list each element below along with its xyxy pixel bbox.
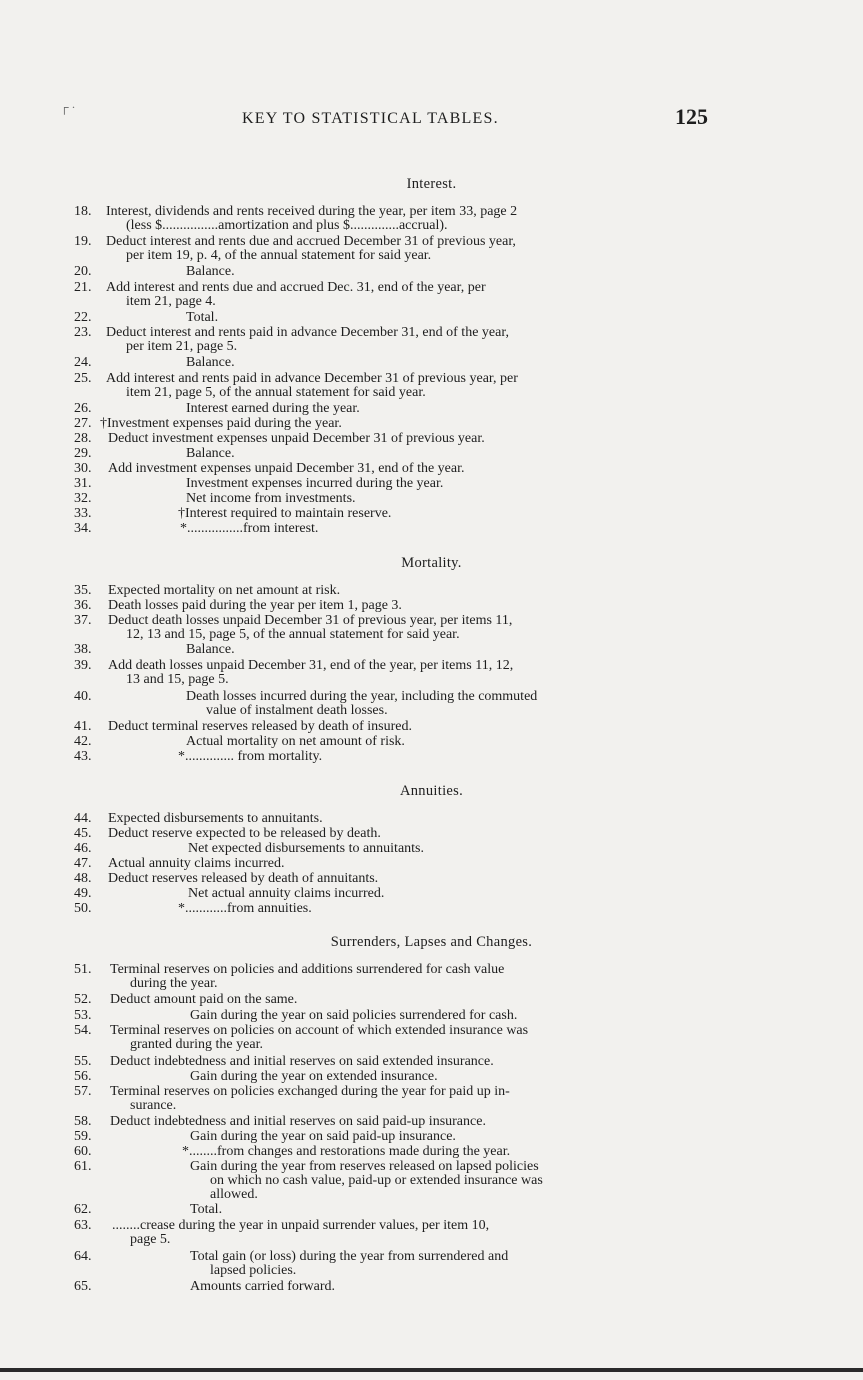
item-number: 25. <box>74 371 92 386</box>
section-heading-mortality: Mortality. <box>401 555 462 571</box>
item-text: Deduct reserve expected to be released by death. <box>108 826 381 841</box>
item-number: 62. <box>74 1202 92 1217</box>
item-text: Total. <box>186 310 219 325</box>
item-number: 43. <box>74 749 92 764</box>
item-text-continued: item 21, page 4. <box>126 294 216 309</box>
section-heading-annuities: Annuities. <box>399 783 463 799</box>
item-text: Balance. <box>186 446 235 461</box>
item-text: Interest, dividends and rents received during the year, per item 33, page 2 <box>106 204 518 219</box>
item-number: 53. <box>74 1008 92 1023</box>
item-number: 27. <box>74 416 92 431</box>
item-text: Death losses incurred during the year, including the commuted <box>186 689 538 704</box>
page-header <box>60 104 720 134</box>
item-text: Terminal reserves on policies and additions surrendered for cash value <box>110 962 505 977</box>
item-text-continued: surance. <box>130 1098 177 1113</box>
item-number: 59. <box>74 1129 92 1144</box>
item-text: Net actual annuity claims incurred. <box>188 886 385 901</box>
item-text-continued: per item 19, p. 4, of the annual statement for said year. <box>126 248 432 263</box>
item-number: 46. <box>74 841 92 856</box>
item-number: 52. <box>74 992 92 1007</box>
item-text: *................from interest. <box>180 521 319 536</box>
item-number: 19. <box>74 234 92 249</box>
item-text: Deduct amount paid on the same. <box>110 992 298 1007</box>
item-text: Terminal reserves on policies exchanged during the year for paid up in- <box>110 1084 510 1099</box>
item-text: Deduct reserves released by death of annuitants. <box>108 871 379 886</box>
item-number: 51. <box>74 962 92 977</box>
item-number: 47. <box>74 856 92 871</box>
item-number: 37. <box>74 613 92 628</box>
item-number: 57. <box>74 1084 92 1099</box>
item-text: Deduct indebtedness and initial reserves on said paid-up insurance. <box>110 1114 486 1129</box>
item-text: Balance. <box>186 642 235 657</box>
item-text: Add death losses unpaid December 31, end of the year, per items 11, 12, <box>108 658 514 673</box>
item-number: 22. <box>74 310 92 325</box>
item-text: Terminal reserves on policies on account of which extended insurance was <box>110 1023 529 1038</box>
item-text: †Interest required to maintain reserve. <box>178 506 392 521</box>
item-number: 60. <box>74 1144 92 1159</box>
item-text-continued: 12, 13 and 15, page 5, of the annual statement for said year. <box>126 627 460 642</box>
item-text: Deduct interest and rents paid in advance December 31, end of the year, <box>106 325 509 340</box>
item-number: 39. <box>74 658 92 673</box>
item-text: Total gain (or loss) during the year from surrendered and <box>190 1249 509 1264</box>
item-number: 64. <box>74 1249 92 1264</box>
page-number: 125 <box>675 104 708 129</box>
item-number: 36. <box>74 598 92 613</box>
item-text: Deduct indebtedness and initial reserves on said extended insurance. <box>110 1054 494 1069</box>
scan-bottom-edge <box>0 1368 863 1372</box>
item-text-continued: (less $................amortization and plus $..............accrual). <box>126 218 448 233</box>
item-number: 29. <box>74 446 92 461</box>
item-number: 35. <box>74 583 92 598</box>
item-text: Death losses paid during the year per item 1, page 3. <box>108 598 402 613</box>
item-number: 56. <box>74 1069 92 1084</box>
item-number: 21. <box>74 280 92 295</box>
item-text-continued: value of instalment death losses. <box>206 703 388 718</box>
item-text: Net expected disbursements to annuitants. <box>188 841 424 856</box>
item-text-continued: granted during the year. <box>130 1037 263 1052</box>
item-number: 54. <box>74 1023 92 1038</box>
item-number: 42. <box>74 734 92 749</box>
item-text: Interest earned during the year. <box>186 401 360 416</box>
item-text: Expected mortality on net amount at risk. <box>108 583 341 598</box>
item-text: Deduct terminal reserves released by death of insured. <box>108 719 412 734</box>
item-text-continued: 13 and 15, page 5. <box>126 672 229 687</box>
item-number: 63. <box>74 1218 92 1233</box>
item-text: Gain during the year on extended insurance. <box>190 1069 438 1084</box>
item-number: 49. <box>74 886 92 901</box>
item-text: Add interest and rents due and accrued Dec. 31, end of the year, per <box>106 280 486 295</box>
item-text: †Investment expenses paid during the year. <box>100 416 342 431</box>
item-text: Balance. <box>186 264 235 279</box>
item-number: 18. <box>74 204 92 219</box>
item-number: 32. <box>74 491 92 506</box>
item-text-continued: lapsed policies. <box>210 1263 297 1278</box>
item-number: 45. <box>74 826 92 841</box>
item-number: 58. <box>74 1114 92 1129</box>
margin-mark: ┌ · <box>60 100 76 114</box>
section-heading-interest: Interest. <box>406 176 457 192</box>
item-text: Actual mortality on net amount of risk. <box>186 734 405 749</box>
item-number: 38. <box>74 642 92 657</box>
running-title: KEY TO STATISTICAL TABLES. <box>242 110 499 127</box>
item-text: *............from annuities. <box>178 901 312 916</box>
item-number: 48. <box>74 871 92 886</box>
item-text: Deduct interest and rents due and accrued December 31 of previous year, <box>106 234 516 249</box>
item-text: Add interest and rents paid in advance December 31 of previous year, per <box>106 371 518 386</box>
item-text-continued: page 5. <box>130 1232 171 1247</box>
item-text-continued: on which no cash value, paid-up or extended insurance was <box>210 1173 543 1188</box>
item-text: Deduct investment expenses unpaid December 31 of previous year. <box>108 431 485 446</box>
item-number: 33. <box>74 506 92 521</box>
item-text: Investment expenses incurred during the year. <box>186 476 444 491</box>
item-text: *.............. from mortality. <box>178 749 323 764</box>
item-number: 26. <box>74 401 92 416</box>
item-number: 34. <box>74 521 92 536</box>
item-text-continued: allowed. <box>210 1187 258 1202</box>
item-text-continued: item 21, page 5, of the annual statement for said year. <box>126 385 426 400</box>
item-number: 20. <box>74 264 92 279</box>
item-text: Actual annuity claims incurred. <box>108 856 285 871</box>
item-text: Gain during the year on said policies surrendered for cash. <box>190 1008 518 1023</box>
item-number: 28. <box>74 431 92 446</box>
item-number: 40. <box>74 689 92 704</box>
item-text: Expected disbursements to annuitants. <box>108 811 323 826</box>
item-text: Balance. <box>186 355 235 370</box>
item-text: *........from changes and restorations made during the year. <box>182 1144 511 1159</box>
item-number: 50. <box>74 901 92 916</box>
item-text: Gain during the year on said paid-up insurance. <box>190 1129 456 1144</box>
item-number: 65. <box>74 1279 92 1294</box>
item-number: 41. <box>74 719 92 734</box>
item-number: 55. <box>74 1054 92 1069</box>
item-number: 30. <box>74 461 92 476</box>
item-number: 23. <box>74 325 92 340</box>
item-number: 24. <box>74 355 92 370</box>
item-text: Deduct death losses unpaid December 31 of previous year, per items 11, <box>108 613 513 628</box>
item-number: 31. <box>74 476 92 491</box>
item-text: Amounts carried forward. <box>190 1279 336 1294</box>
item-text: Add investment expenses unpaid December 31, end of the year. <box>108 461 465 476</box>
section-heading-surrenders: Surrenders, Lapses and Changes. <box>330 934 533 950</box>
item-text-continued: per item 21, page 5. <box>126 339 238 354</box>
item-text: Net income from investments. <box>186 491 356 506</box>
item-text-continued: during the year. <box>130 976 218 991</box>
item-text: ........crease during the year in unpaid surrender values, per item 10, <box>112 1218 490 1233</box>
item-text: Total. <box>190 1202 223 1217</box>
item-number: 44. <box>74 811 92 826</box>
item-number: 61. <box>74 1159 92 1174</box>
item-text: Gain during the year from reserves released on lapsed policies <box>190 1159 539 1174</box>
